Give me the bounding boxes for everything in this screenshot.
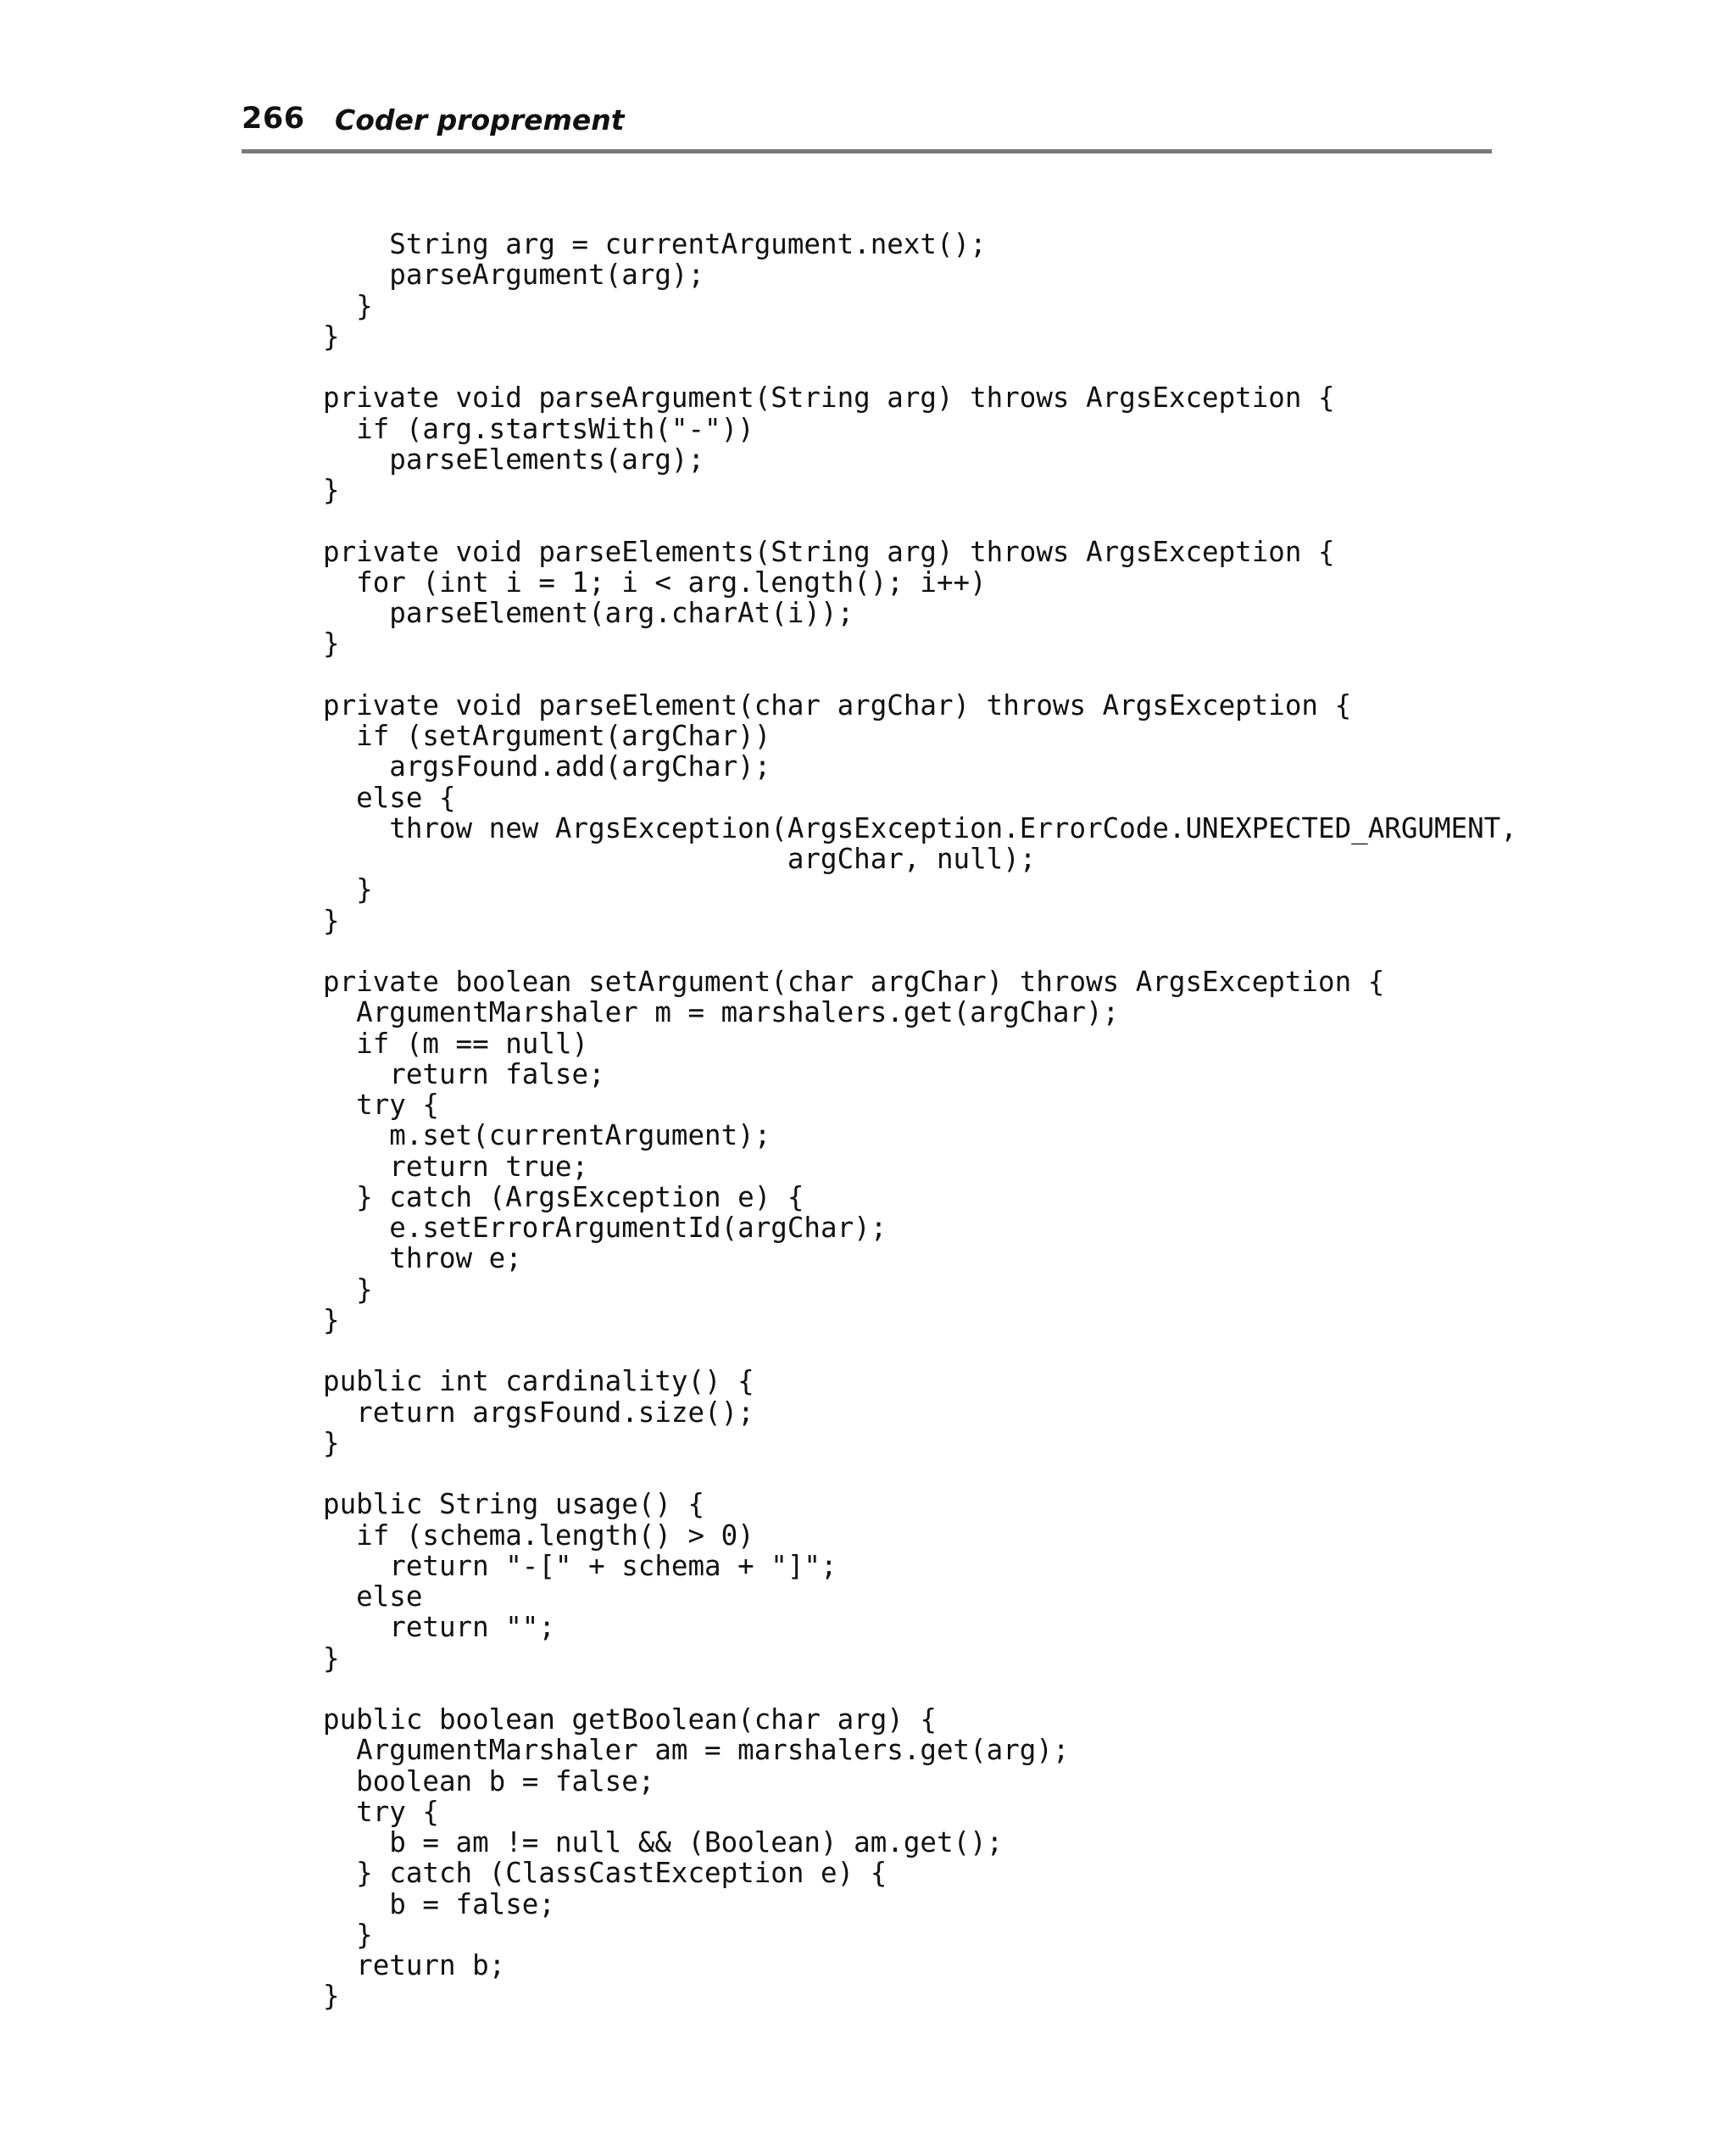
code-line: argsFound.add(argChar); xyxy=(323,750,771,783)
code-line: m.set(currentArgument); xyxy=(323,1119,771,1152)
running-title: Coder proprement xyxy=(335,103,625,137)
code-line: private void parseElements(String arg) throws ArgsException { xyxy=(323,535,1335,568)
code-line: e.setErrorArgumentId(argChar); xyxy=(323,1212,887,1244)
code-line: else { xyxy=(323,781,456,814)
code-line: public boolean getBoolean(char arg) { xyxy=(323,1703,937,1736)
code-line xyxy=(323,660,1517,690)
header-rule xyxy=(242,149,1492,153)
code-line xyxy=(323,1335,1517,1366)
code-line: if (arg.startsWith("-")) xyxy=(323,412,754,445)
code-line: if (m == null) xyxy=(323,1027,589,1060)
code-line: return false; xyxy=(323,1057,605,1090)
code-line: parseArgument(arg); xyxy=(323,259,705,292)
code-line: throw e; xyxy=(323,1242,522,1275)
code-line: } xyxy=(323,1980,340,2013)
code-line: private void parseElement(char argChar) throws ArgsException { xyxy=(323,688,1352,722)
code-line xyxy=(323,505,1517,536)
code-line: return true; xyxy=(323,1150,589,1183)
code-line: for (int i = 1; i < arg.length(); i++) xyxy=(323,566,987,599)
code-line: b = false; xyxy=(323,1887,555,1920)
code-line xyxy=(323,352,1517,382)
code-line xyxy=(323,936,1517,967)
code-line: return argsFound.size(); xyxy=(323,1396,754,1429)
code-line: } xyxy=(323,289,373,322)
code-line: } xyxy=(323,627,340,660)
code-line: else xyxy=(323,1580,423,1613)
code-line: } catch (ArgsException e) { xyxy=(323,1180,804,1213)
code-line: ArgumentMarshaler am = marshalers.get(arg); xyxy=(323,1734,1070,1767)
code-line: } xyxy=(323,1426,340,1459)
code-line: } xyxy=(323,320,340,353)
code-line: public int cardinality() { xyxy=(323,1365,754,1398)
code-line: } xyxy=(323,1303,340,1336)
code-line: if (schema.length() > 0) xyxy=(323,1519,754,1552)
code-line: argChar, null); xyxy=(323,843,1037,875)
code-line: } xyxy=(323,873,373,906)
code-line: b = am != null && (Boolean) am.get(); xyxy=(323,1826,1004,1859)
code-line: ArgumentMarshaler m = marshalers.get(argChar); xyxy=(323,996,1120,1029)
code-line: return ""; xyxy=(323,1611,555,1644)
page-number: 266 xyxy=(242,102,305,136)
code-line: private boolean setArgument(char argChar) throws ArgsException { xyxy=(323,966,1385,998)
code-line: try { xyxy=(323,1795,439,1828)
code-line xyxy=(323,1674,1517,1704)
code-line: } xyxy=(323,474,340,506)
code-listing xyxy=(323,229,1517,2012)
code-line: return b; xyxy=(323,1949,506,1981)
code-line: parseElement(arg.charAt(i)); xyxy=(323,597,854,629)
code-line: public String usage() { xyxy=(323,1488,705,1521)
page-header xyxy=(242,95,1492,156)
code-line: throw new ArgsException(ArgsException.ErrorCode.UNEXPECTED_ARGUMENT, xyxy=(323,811,1517,844)
code-line: } catch (ClassCastException e) { xyxy=(323,1857,887,1890)
code-line: } xyxy=(323,904,340,937)
code-line: } xyxy=(323,1641,340,1675)
code-line xyxy=(323,1458,1517,1489)
code-line: } xyxy=(323,1273,373,1306)
code-line: try { xyxy=(323,1089,439,1121)
code-line: boolean b = false; xyxy=(323,1764,655,1797)
code-line: String arg = currentArgument.next(); xyxy=(323,228,987,260)
code-line: if (setArgument(argChar)) xyxy=(323,720,771,752)
code-line: } xyxy=(323,1918,373,1951)
code-line: return "-[" + schema + "]"; xyxy=(323,1549,837,1582)
code-line: parseElements(arg); xyxy=(323,443,705,476)
code-line: private void parseArgument(String arg) throws ArgsException { xyxy=(323,382,1335,415)
